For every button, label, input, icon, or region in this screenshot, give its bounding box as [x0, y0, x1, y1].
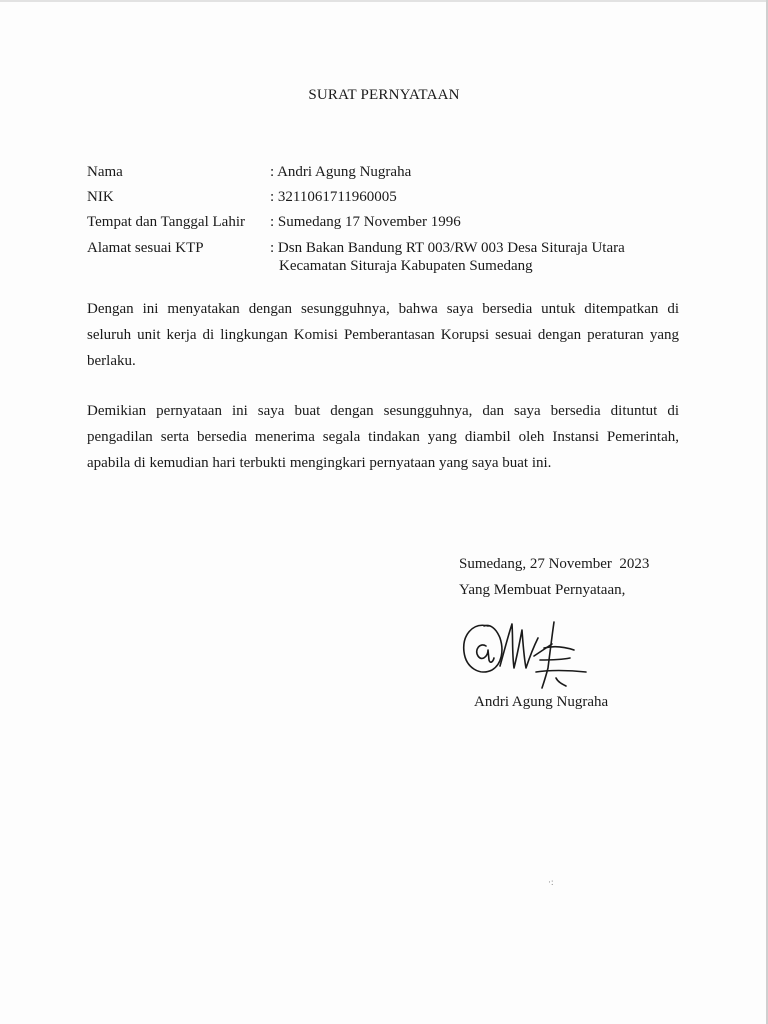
- paragraph-closing-line: apabila di kemudian hari terbukti mengingkari pernyataan yang saya buat ini.: [87, 455, 552, 471]
- field-ttl-label: Tempat dan Tanggal Lahir: [87, 214, 245, 230]
- paragraph-statement-line: Dengan ini menyatakan dengan sesungguhnya, bahwa saya bersedia untuk ditempatkan di: [87, 301, 679, 317]
- scan-edge-top: [0, 0, 768, 2]
- paragraph-closing-line: Demikian pernyataan ini saya buat dengan sesungguhnya, dan saya bersedia dituntut di: [87, 403, 679, 419]
- paragraph-statement-line: seluruh unit kerja di lingkungan Komisi Pemberantasan Korupsi sesuai dengan peraturan yang: [87, 327, 679, 343]
- signer-name: Andri Agung Nugraha: [474, 694, 609, 710]
- field-nik-value: : 3211061711960005: [270, 189, 397, 205]
- scan-speck: ·:: [548, 877, 554, 887]
- paragraph-closing: [87, 398, 679, 476]
- field-alamat-value-line2: Kecamatan Situraja Kabupaten Sumedang: [279, 258, 533, 274]
- signer-role: Yang Membuat Pernyataan,: [459, 582, 626, 598]
- field-nik-label: NIK: [87, 189, 114, 205]
- document-title: SURAT PERNYATAAN: [308, 87, 460, 103]
- field-nama-label: Nama: [87, 164, 123, 180]
- field-alamat-value-line1: : Dsn Bakan Bandung RT 003/RW 003 Desa Situraja Utara: [270, 240, 625, 256]
- signing-block: [459, 551, 649, 603]
- handwritten-signature: [458, 612, 598, 692]
- paragraph-statement-line: berlaku.: [87, 353, 136, 369]
- field-alamat-label: Alamat sesuai KTP: [87, 240, 204, 256]
- field-nama-value: : Andri Agung Nugraha: [270, 164, 412, 180]
- paragraph-statement: [87, 296, 679, 374]
- paragraph-closing-line: pengadilan serta bersedia menerima segala tindakan yang diambil oleh Instansi Pemerintah,: [87, 429, 679, 445]
- field-ttl-value: : Sumedang 17 November 1996: [270, 214, 461, 230]
- place-date: Sumedang, 27 November 2023: [459, 556, 650, 572]
